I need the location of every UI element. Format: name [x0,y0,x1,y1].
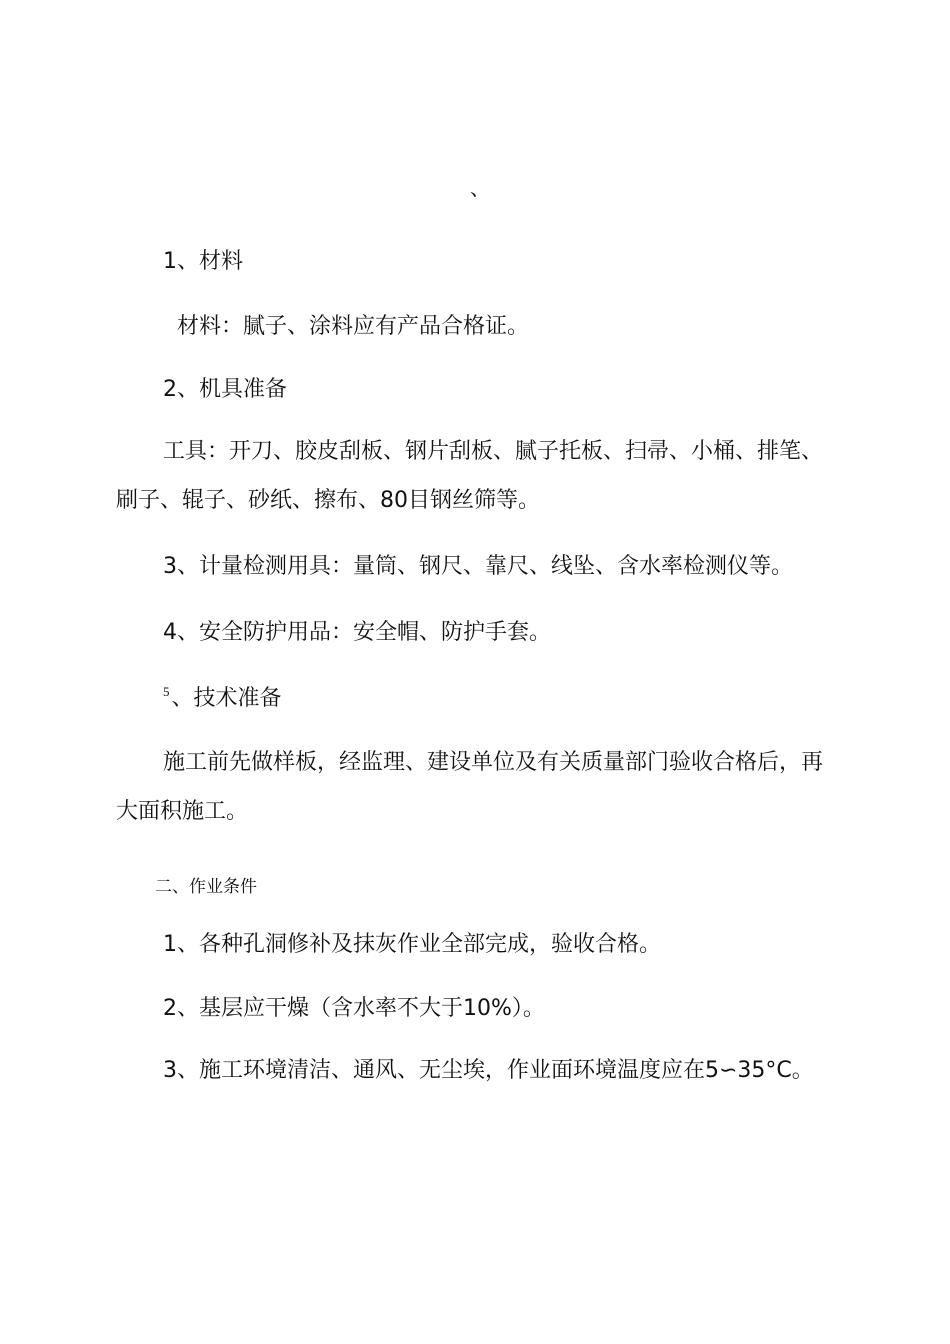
section-1-body: 材料：腻子、涂料应有产品合格证。 [177,314,530,339]
condition-2: 2、基层应干燥（含水率不大于10%）。 [163,996,545,1021]
section-5-body-line-2: 大面积施工。 [116,799,249,824]
section-2-heading: 2、机具准备 [163,377,287,402]
section-1-heading: 1、材料 [163,249,243,274]
stray-mark: 、 [470,176,490,200]
section-two-heading: 二、作业条件 [155,877,257,897]
section-5-heading-text: 、技术准备 [171,686,282,711]
section-2-body-line-2: 刷子、辊子、砂纸、擦布、80目钢丝筛等。 [116,488,540,513]
section-5-heading [163,686,282,714]
condition-1: 1、各种孔洞修补及抹灰作业全部完成，验收合格。 [163,932,661,957]
section-5-number: 5 [163,684,170,699]
condition-3: 3、施工环境清洁、通风、无尘埃，作业面环境温度应在5∽35°C。 [163,1058,814,1083]
section-5-body-line-1: 施工前先做样板，经监理、建设单位及有关质量部门验收合格后，再 [163,750,824,775]
section-3-line: 3、计量检测用具：量筒、钢尺、靠尺、线坠、含水率检测仪等。 [163,554,793,579]
section-2-body-line-1: 工具：开刀、胶皮刮板、钢片刮板、腻子托板、扫帚、小桶、排笔、 [163,439,824,464]
section-4-line: 4、安全防护用品：安全帽、防护手套。 [163,620,551,645]
